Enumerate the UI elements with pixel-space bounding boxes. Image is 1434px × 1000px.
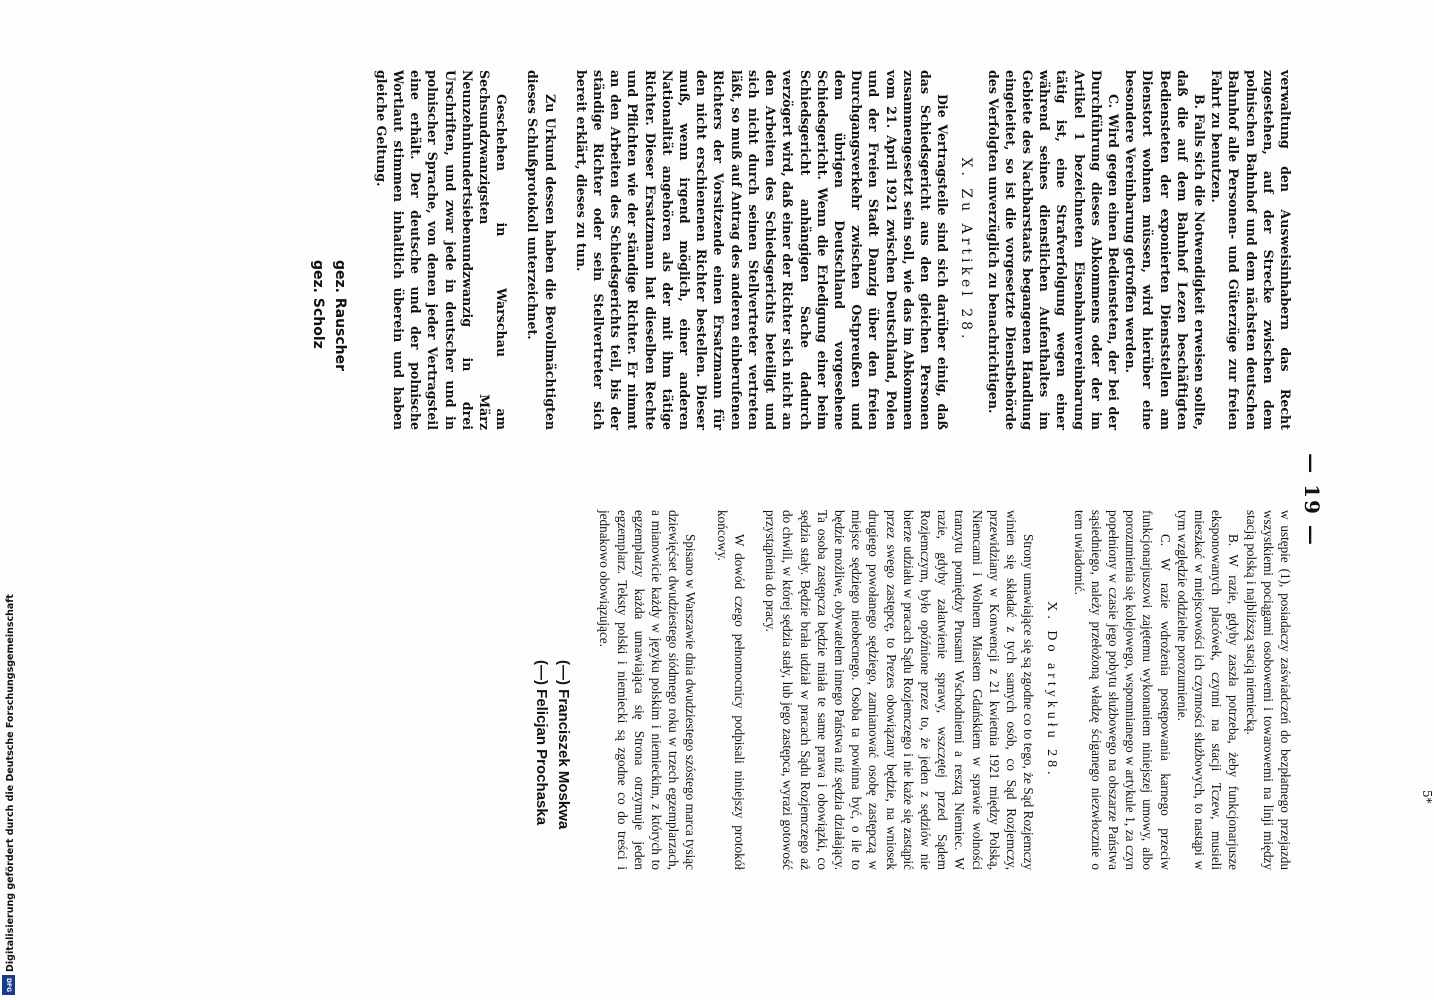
signature-line: gez. Rauscher	[331, 260, 348, 372]
german-paragraph: C. Wird gegen einen Bediensteten, der bei der Durchführung dieses Abkommens oder der im Artikel 1 bezeichneten Eisenbahnvereinbarung tätig ist, eine Strafverfolgung wegen einer während seines dienstlichen Aufenthaltes im Gebiete des Nachbarstaats begangenen Handlung eingeleitet, so ist die vorgesetzte Dienstbehörde des Verfolgten unverzüglich zu benachrichtigen.	[985, 70, 1121, 430]
polish-paragraph: W dowód czego pełnomocnicy podpisali niniejszy protokół końcowy.	[714, 510, 747, 870]
polish-section-heading: X. Do artykułu 28.	[1044, 601, 1060, 779]
polish-paragraph: w ustępie (1), posiadaczy zaświadczeń do bezpłatnego przejazdu wszystkiemi pociągami osobowemi i towarowemi na linji między stacją polską i najbliższą stacją niemiecką.	[1243, 510, 1293, 870]
page-number: — 19 —	[1300, 453, 1324, 547]
signature-line: (—) Felicjan Prochaska	[533, 660, 551, 826]
polish-paragraph: Spisano w Warszawie dnia dwudziestego szóstego marca tysiąc dziewięćset dwudziestego siódmego roku w trzech egzemplarzach, a mianowicie każdy w języku polskim i niemieckim, z których to egzemplarzy każda umawiająca się Strona otrzymuje jeden egzemplarz. Teksty polski i niemiecki są zgodne co do treści i jednakowo obowiązujące.	[597, 510, 699, 870]
polish-column	[530, 510, 1294, 870]
german-paragraph: Zu Urkund dessen haben die Bevollmächtigten dieses Schlußprotokoll unterzeichnet.	[525, 70, 558, 430]
attribution-strip	[0, 0, 18, 1000]
signature-line: gez. Scholz	[309, 260, 326, 349]
polish-paragraph: B. W razie, gdyby zaszła potrzeba, żeby funkcjonarjusze eksponowanych placówek, czynni na stacji Tczew, musieli mieszkać w miejscowości ich czynności służbowych, to nastąpi w tym względzie oddzielne porozumienie.	[1174, 510, 1242, 870]
german-signatures	[307, 70, 351, 430]
signature-line: (—) Franciszek Moskwa	[555, 660, 573, 830]
attribution-text: Digitalisierung gefördert durch die Deutsche Forschungsgemeinschaft	[5, 594, 16, 972]
polish-paragraph: C. W razie wdrożenia postępowania karnego przeciw funkcjonarjuszowi zajętemu wykonaniem niniejszej umowy, albo porozumienia się kolejowego, wspomnianego w artykule 1, za czyn popełniony w czasie jego pobytu służbowego na obszarze Państwa sąsiedniego, należy przełożoną władzę ściganego niezwłocznie o tem uwiadomić.	[1071, 510, 1173, 870]
german-paragraph: verwaltung den Ausweisinhabern das Recht zugestehen, auf der Strecke zwischen dem polnischen Bahnhof und dem nächsten deutschen Bahnhof alle Personen- und Güterzüge zur freien Fahrt zu benutzen.	[1209, 70, 1293, 430]
polish-signatures	[530, 510, 574, 870]
signature-mark: 5*	[1420, 790, 1434, 804]
german-paragraph: Die Vertragsteile sind sich darüber einig, daß das Schiedsgericht aus den gleichen Personen zusammengesetzt sein soll, wie das im Abkommen vom 21. April 1921 zwischen Deutschland, Polen und der Freien Stadt Danzig über den freien Durchgangsverkehr zwischen Ostpreußen und dem übrigen Deutschland vorgesehene Schiedsgericht. Wenn die Erledigung einer beim Schiedsgericht anhängigen Sache dadurch verzögert wird, daß einer der Richter sich nicht an den Arbeiten des Schiedsgerichts beteiligt und sich nicht durch seinen Stellvertreter vertreten läßt, so muß auf Antrag des anderen einberufenen Richters der Vorsitzende einen Ersatzmann für den nicht erschienenen Richter bestellen. Dieser muß, wenn irgend möglich, einer anderen Nationalität angehören als der mit ihm tätige Richter. Dieser Ersatzmann hat dieselben Rechte und Pflichten wie der ständige Richter. Er nimmt an den Arbeiten des Schiedsgerichts teil, bis der ständige Richter oder sein Stellvertreter sich bereit erklärt, dieses zu tun.	[573, 70, 951, 430]
polish-paragraph: Strony umawiające się są zgodne co to tego, że Sąd Rozjemczy winien się składać z tych samych osób, co Sąd Rozjemczy, przewidziany w Konwencji z 21 kwietnia 1921 między Polską, Niemcami i Wolnem Miastem Gdańskiem w sprawie wolności tranzytu pomiędzy Prusami Wschodniemi a resztą Niemiec. W razie, gdyby załatwienie sprawy, wszczętej przed Sądem Rozjemczym, było opóźnione przez to, że jeden z sędziów nie bierze udziału w pracach Sądu Rozjemczego i nie każe się zastąpić przez swego zastępcę, to Prezes obowiązany będzie, na wniosek drugiego powołanego sędziego, zamianować osobę zastępczą w miejsce sędziego nieobecnego. Osoba ta powinna być, o ile to będzie możliwe, obywatelem innego Państwa niż sędzia działający. Ta osoba zastępcza będzie miała te same prawa i obowiązki, co sędzia stały. Będzie brała udział w pracach Sądu Rozjemczego aż do chwili, w której sędzia stały, lub jego zastępca, wyrazi gotowość przystąpienia do pracy.	[763, 510, 1037, 870]
german-paragraph: B. Falls sich die Notwendigkeit erweisen sollte, daß die auf dem Bahnhof Lezen beschäftigten Bediensteten der exponierten Dienststellen am Dienstort wohnen müssen, wird hierüber eine besondere Vereinbarung getroffen werden.	[1123, 70, 1207, 430]
german-section-heading: X. Zu Artikel 28.	[958, 157, 975, 343]
german-paragraph: Geschehen in Warschau am Sechsundzwanzigsten März Neunzehnhundertsiebenundzwanzig in drei Urschriften, und zwar jede in deutscher und in polnischer Sprache, von denen jeder Vertragsteil eine erhält. Der deutsche und der polnische Wortlaut stimmen inhaltlich überein und haben gleiche Geltung.	[373, 70, 510, 430]
dfg-logo: DFG	[2, 975, 15, 995]
german-column	[307, 70, 1294, 430]
